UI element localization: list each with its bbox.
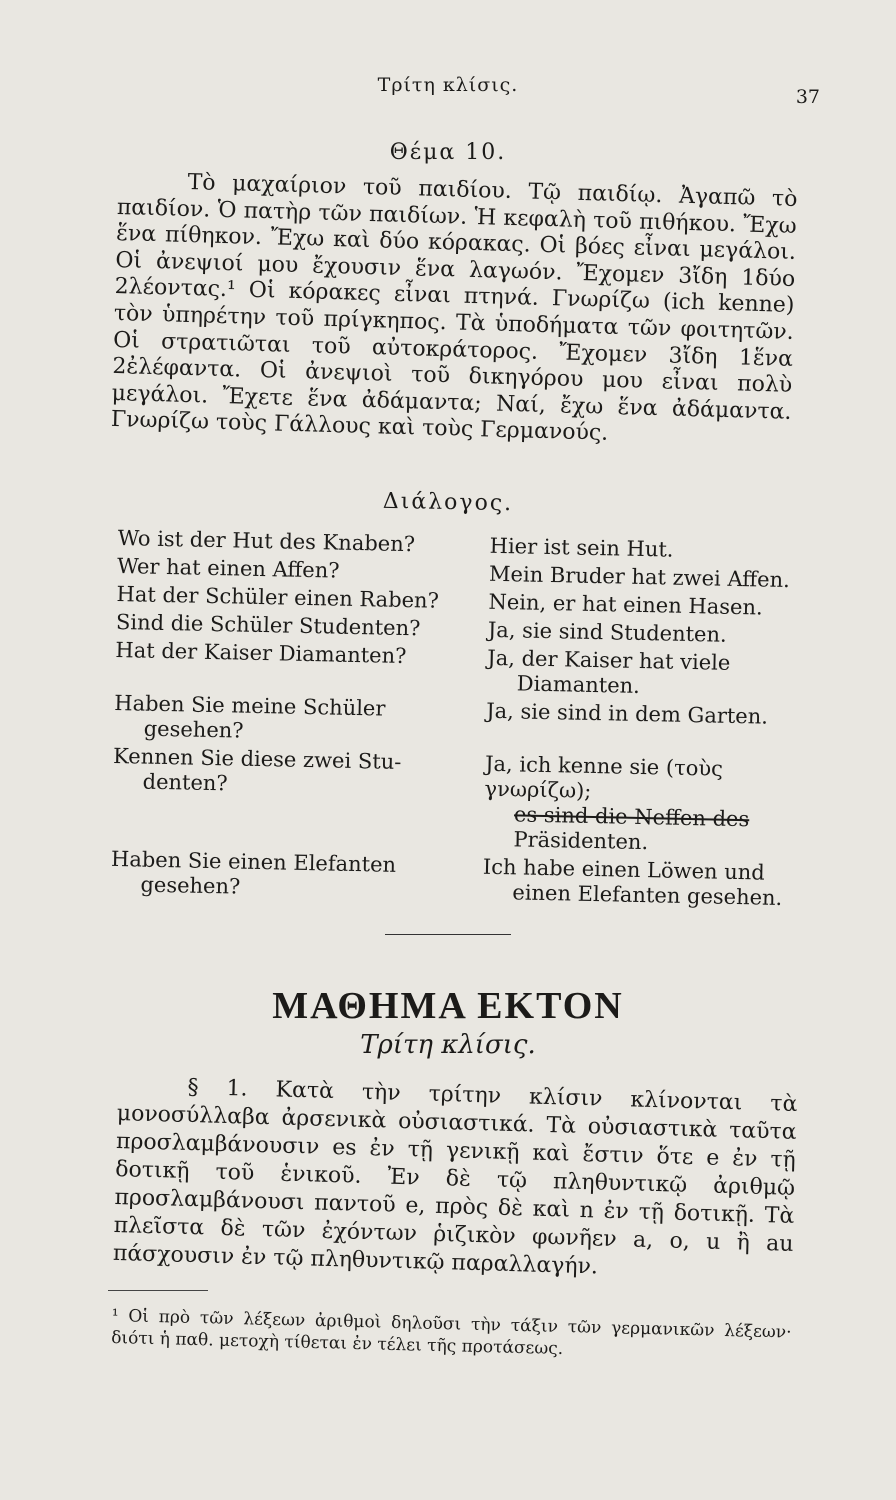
lesson-paragraph-text: § 1. Κατὰ τὴν τρίτην κλίσιν κλίνονται τὰ μονοσύλλαβα ἀρσενικὰ οὐσιαστικά. Τὰ οὐσιαστικὰ ταῦτα προσλαμβάνουσιν es ἐν τῇ γενικῇ καὶ ἔστιν ὅτε e ἐν τῇ δοτικῇ τοῦ ἑνικοῦ. Ἐν δὲ τῷ πληθυντικῷ ἀριθμῷ προσλαμβάνουσι παντοῦ e, πρὸς δὲ καὶ n ἐν τῇ δοτικῇ. Τὰ πλεῖστα δὲ τῶν ἐχόντων ῥιζικὸν φωνῆεν a, o, u ἢ au πάσχουσιν ἐν τῷ πληθυντικῷ παραλλαγήν. bbox=[112, 1074, 798, 1280]
footnote-rule bbox=[108, 1290, 208, 1291]
dialog-answer bbox=[483, 752, 803, 859]
dialog-answer-continuation: Präsidenten. bbox=[513, 827, 649, 855]
dialog-question-line: Kennen Sie diese zwei Stu- bbox=[112, 743, 402, 774]
theme-title: Θέμα 10. bbox=[389, 140, 507, 165]
dialog-question: Wo ist der Hut des Knaben? bbox=[117, 526, 416, 557]
dialog-answer-line: Ich habe einen Löwen und bbox=[482, 854, 765, 885]
page-number: 37 bbox=[795, 86, 820, 108]
lesson-paragraph bbox=[113, 1072, 798, 1287]
dialog-answer: Ja, sie sind in dem Garten. bbox=[485, 698, 769, 729]
footnote bbox=[111, 1305, 792, 1366]
dialog-answer: Nein, er hat einen Hasen. bbox=[488, 589, 763, 620]
theme-paragraph bbox=[111, 168, 798, 453]
lesson-subtitle: Τρίτη κλίσις. bbox=[360, 1030, 536, 1060]
footnote-text: ¹ Οἱ πρὸ τῶν λέξεων ἀριθμοὶ δηλοῦσι τὴν τάξιν τῶν γερμανικῶν λέξεων· διότι ἡ παθ. μετοχὴ τίθεται ἐν τέλει τῆς προτάσεως. bbox=[110, 1305, 792, 1360]
dialog-question: Wer hat einen Affen? bbox=[116, 553, 340, 583]
dialog-question-line: Haben Sie meine Schüler bbox=[114, 690, 386, 721]
dialog-question-continuation: gesehen? bbox=[140, 872, 241, 899]
lesson-title: ΜΑΘΗΜΑ ΕΚΤΟΝ bbox=[272, 985, 624, 1027]
dialog-question-continuation: denten? bbox=[142, 769, 228, 796]
dialog-row bbox=[111, 744, 803, 858]
dialog-answer bbox=[487, 646, 806, 703]
dialog-answer: Ja, sie sind Studenten. bbox=[487, 617, 727, 647]
dialog-answer bbox=[482, 855, 801, 912]
dialog-table bbox=[110, 526, 808, 914]
dialog-answer-continuation: Diamanten. bbox=[516, 671, 641, 698]
dialog-answer-line: Ja, ich kenne sie (τοὺς γνωρίζω); bbox=[484, 751, 724, 803]
running-head: Τρίτη κλίσις. bbox=[377, 74, 519, 96]
dialog-question-continuation: gesehen? bbox=[143, 716, 244, 743]
dialog-row bbox=[110, 847, 801, 911]
dialog-question bbox=[110, 847, 483, 905]
dialog-answer: Mein Bruder hat zwei Affen. bbox=[488, 561, 791, 593]
dialog-question bbox=[113, 691, 486, 749]
dialog-title: Διάλογος. bbox=[382, 488, 514, 517]
section-divider bbox=[385, 934, 511, 935]
theme-paragraph-text: Τὸ μαχαίριον τοῦ παιδίου. Τῷ παιδίῳ. Ἀγαπῶ τὸ παιδίον. Ὁ πατὴρ τῶν παιδίων. Ἡ κεφαλὴ τοῦ πιθήκου. Ἔχω ἕνα πίθηκον. Ἔχω καὶ δύο κόρακας. Οἱ βόες εἶναι μεγάλοι. Οἱ ἀνεψιοί μου ἔχουσιν ἕνα λαγωόν. Ἔχομεν 3ἴδη 1δύο 2λέοντας.¹ Οἱ κόρακες εἶναι πτηνά. Γνωρίζω (ich kenne) τὸν ὑπηρέτην τοῦ πρίγκηπος. Τὰ ὑποδήματα τῶν φοιτητῶν. Οἱ στρατιῶται τοῦ αὐτοκράτορος. Ἔχομεν 3ἴδη 1ἕνα 2ἐλέφαντα. Οἱ ἀνεψιοὶ τοῦ δικηγόρου μου εἶναι πολὺ μεγάλοι. Ἔχετε ἕνα ἀδάμαντα; Ναί, ἔχω ἕνα ἀδάμαντα. Γνωρίζω τοὺς Γάλλους καὶ τοὺς Γερμανούς. bbox=[110, 169, 798, 447]
dialog-question: Hat der Kaiser Diamanten? bbox=[115, 637, 407, 669]
dialog-question-line: Haben Sie einen Elefanten bbox=[110, 846, 397, 877]
struck-through-text: es sind die Neffen des bbox=[513, 802, 750, 832]
dialog-answer-line: Ja, der Kaiser hat viele bbox=[487, 645, 731, 675]
dialog-question: Sind die Schüler Studenten? bbox=[115, 609, 421, 641]
dialog-answer: Hier ist sein Hut. bbox=[489, 533, 674, 562]
dialog-answer-continuation: einen Elefanten gesehen. bbox=[512, 880, 783, 910]
dialog-question bbox=[111, 744, 485, 852]
dialog-question: Hat der Schüler einen Raben? bbox=[116, 581, 440, 613]
